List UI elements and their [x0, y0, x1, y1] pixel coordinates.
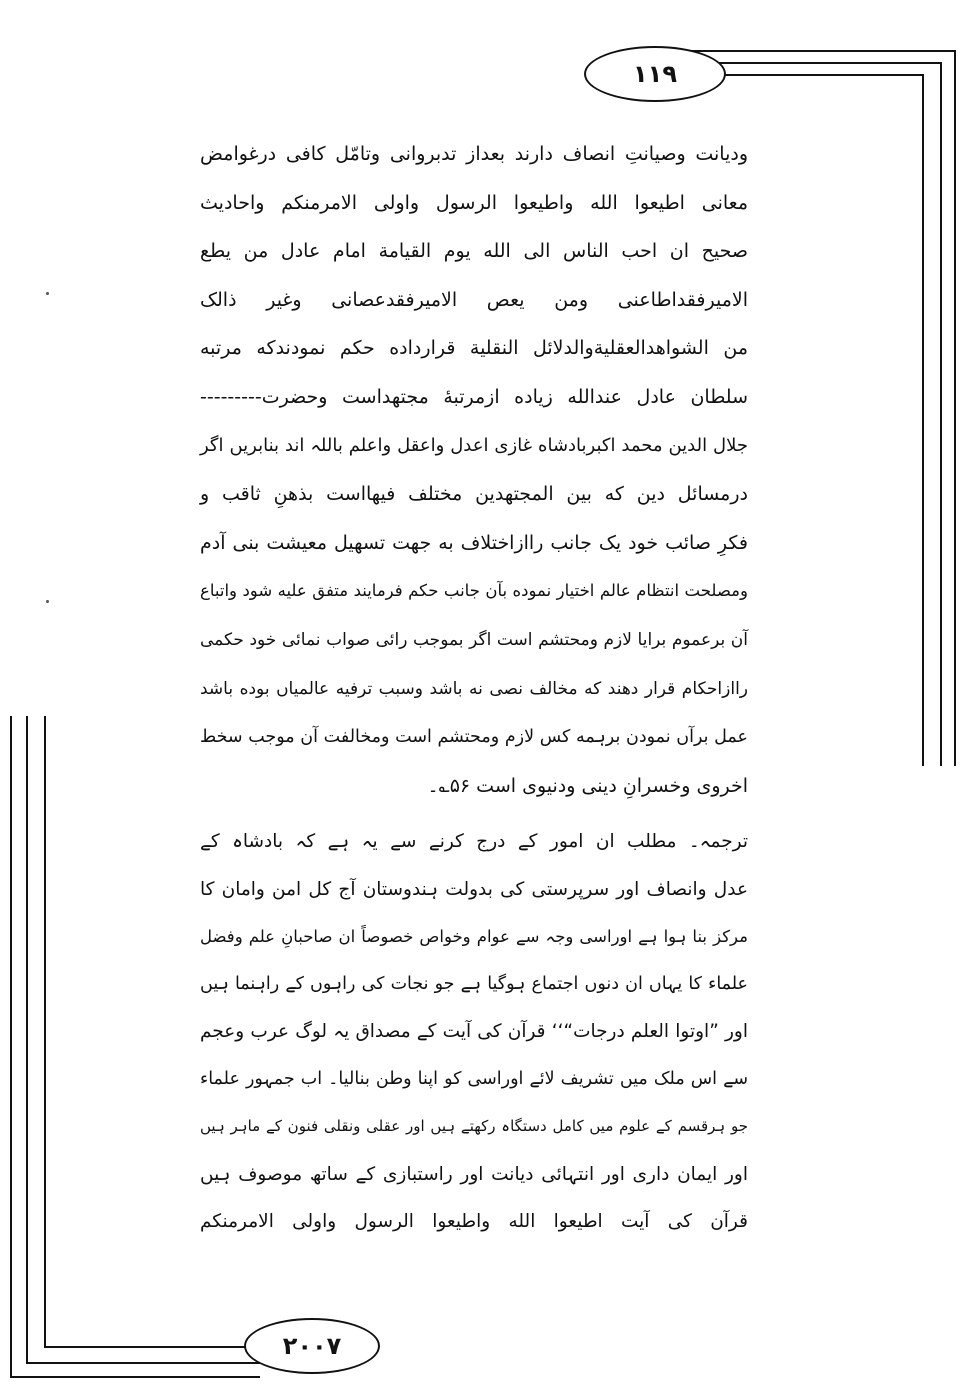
quote-line: فکرِ صائب خود یک جانب راازاختلاف به جهت تسهیل معیشت بنی آدم — [200, 531, 748, 554]
quote-line: معانی اطیعوا الله واطیعوا الرسول واولی الامرمنکم واحادیث — [200, 191, 748, 214]
quote-line: من الشواهدالعقلیةوالدلائل النقلیة قرارداده حکم نمودندکه مرتبه — [200, 337, 748, 360]
bottom-border-outer — [10, 1376, 260, 1378]
year-oval — [244, 1318, 380, 1374]
bottom-border-inner-1 — [26, 1362, 260, 1364]
top-border-outer — [690, 50, 956, 52]
scan-speck — [46, 600, 49, 603]
right-border-outer — [954, 50, 956, 766]
footer-year: ۲۰۰۷ — [282, 1332, 342, 1360]
translation-line: مرکز بنا ہوا ہے اوراسی وجہ سے عوام وخواص خصوصاً ان صاحبانِ علم وفضل — [200, 927, 748, 946]
quote-line: ودیانت وصیانتِ انصاف دارند بعداز تدبروانی وتامّل کافی درغوامض — [200, 143, 748, 165]
scan-speck — [46, 292, 49, 295]
quote-line: ومصلحت انتظام عالم اختیار نموده بآن جانب حکم فرمایند متفق علیه شود واتباع — [200, 581, 748, 601]
translation-line: جو ہرقسم کے علوم میں کامل دستگاہ رکھتے ہیں اور عقلی ونقلی فنون کے ماہر ہیں — [200, 1117, 748, 1135]
top-border-inner-1 — [700, 62, 942, 64]
persian-quote — [200, 130, 748, 810]
right-border-inner-2 — [922, 74, 924, 766]
urdu-translation — [200, 818, 748, 1246]
bottom-border-inner-2 — [44, 1346, 260, 1348]
quote-line: آن برعموم برایا لازم ومحتشم است اگر بموجب رائی صواب نمائی خود حکمی — [200, 629, 748, 650]
quote-line: الامیرفقداطاعنی ومن یعص الامیرفقدعصانی وغیر ذالک — [200, 288, 748, 311]
quote-line: عمل برآں نمودن برہمه کس لازم ومحتشم است ومخالفت آن موجب سخط — [200, 727, 748, 748]
quote-line: جلال الدین محمد اکبربادشاه غازی اعدل واعقل واعلم باللہ اند بنابریں اگر — [200, 434, 748, 456]
right-border-inner-1 — [940, 62, 942, 766]
page-number-oval — [584, 46, 726, 102]
quote-line: صحیح ان احب الناس الی الله یوم القیامة امام عادل من یطع — [200, 240, 748, 263]
translation-line: علماء کا یہاں ان دنوں اجتماع ہوگیا ہے جو نجات کی راہوں کے راہنما ہیں — [200, 973, 748, 994]
page-number: ۱۱۹ — [633, 60, 677, 88]
quote-line: سلطان عادل عندالله زیاده ازمرتبهٔ مجتهداست وحضرت--------- — [200, 385, 748, 408]
quote-line: راازاحکام قرار دهند که مخالف نصی نه باشد وسبب ترفیه عالمیاں بوده باشد — [200, 678, 748, 699]
left-border-outer — [10, 716, 12, 1378]
translation-line: قرآن کی آیت اطیعوا الله واطیعوا الرسول واولی الامرمنکم — [200, 1211, 748, 1232]
top-border-inner-2 — [700, 74, 924, 76]
quote-line: درمسائل دین که بین المجتهدین مختلف فیهااست بذهنِ ثاقب و — [200, 483, 748, 506]
translation-line: ترجمہ۔ مطلب ان امور کے درج کرنے سے یہ ہے کہ بادشاہ کے — [200, 831, 748, 852]
left-border-inner-1 — [26, 716, 28, 1364]
quote-line-last: اخروی وخسرانِ دینی ودنیوی است ۵۶؎۔ — [427, 774, 748, 797]
left-border-inner-2 — [44, 716, 46, 1348]
translation-line: اور ”اوتوا العلم درجات“‘‘ قرآن کی آیت کے مصداق یہ لوگ عرب وعجم — [200, 1021, 748, 1042]
translation-line: عدل وانصاف اور سرپرستی کی بدولت ہندوستان آج کل امن وامان کا — [200, 878, 748, 900]
translation-line: اور ایمان داری اور انتہائی دیانت اور راستبازی کے ساتھ موصوف ہیں — [200, 1163, 748, 1185]
translation-line: سے اس ملک میں تشریف لائے اوراسی کو اپنا وطن بنالیا۔ اب جمہور علماء — [200, 1068, 748, 1089]
